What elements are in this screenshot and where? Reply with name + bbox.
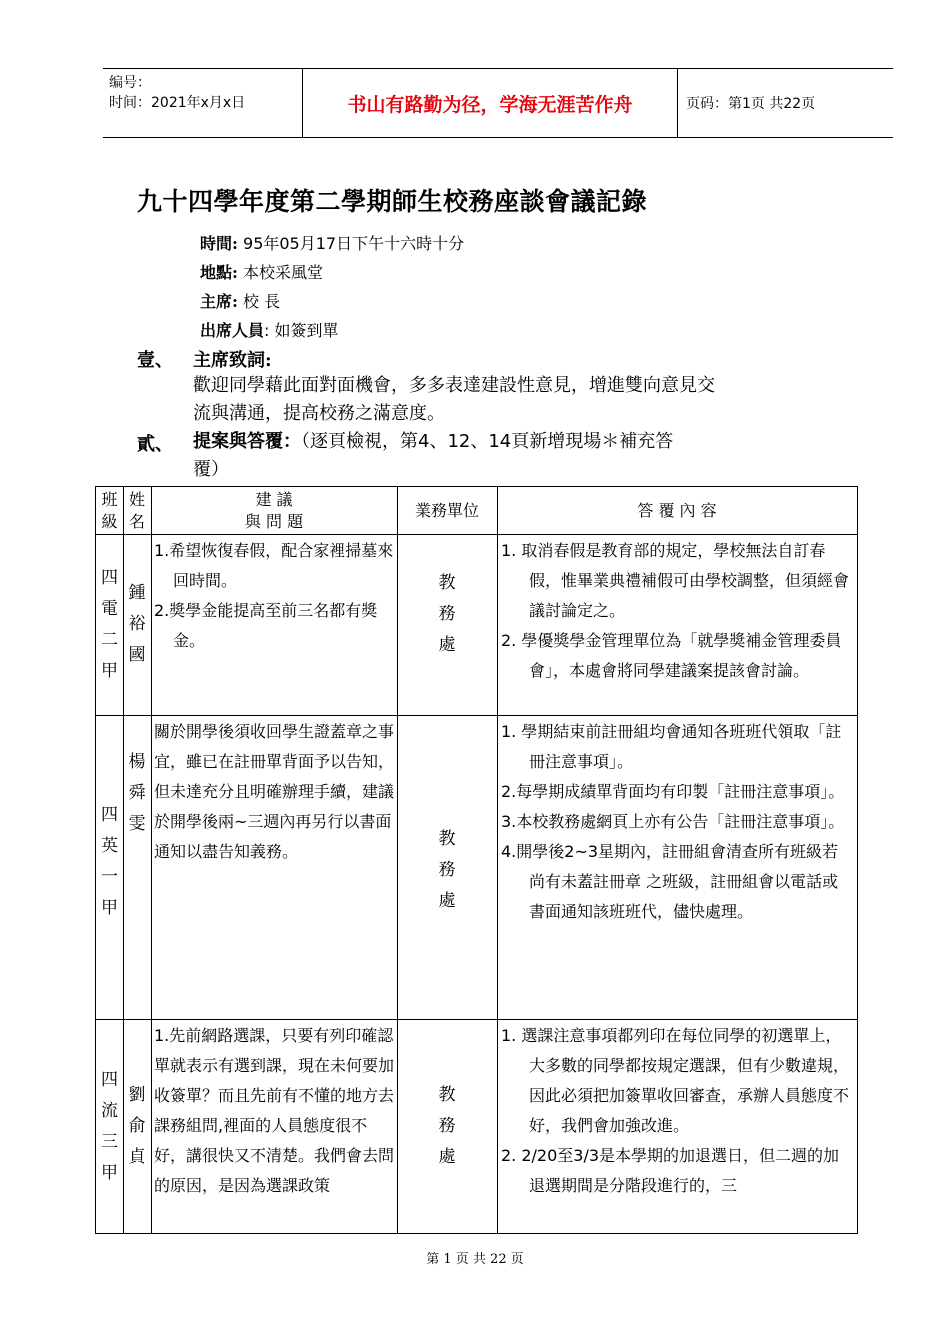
row3-suggestions: [151, 1019, 397, 1234]
meta-time: [200, 231, 464, 254]
row3-name: 劉 俞 貞: [128, 1085, 146, 1167]
row3-replies: [497, 1019, 857, 1234]
header-reply: 答 覆 內 容: [637, 500, 717, 520]
suggestion-item: 關於開學後須收回學生證蓋章之事宜，雖已在註冊單背面予以告知，但未達充分且明確辦理手續，建議於開學後兩~三週內再另行以書面通知以盡告知義務。: [154, 722, 395, 861]
section2-note1: （逐頁檢視，第4、12、14頁新增現場＊補充答: [301, 431, 674, 452]
header-name: 姓 名: [128, 489, 145, 531]
header-suggestion: 建 議 與 問 題: [244, 489, 304, 531]
header-time: 时间：2021年x月x日: [109, 95, 246, 111]
section2-heading: [193, 428, 853, 484]
section1-title: 主席致詞:: [193, 350, 272, 371]
meta-place-value: 本校采風堂: [243, 263, 324, 282]
meta-attend: [200, 318, 339, 341]
header-unit: 業務單位: [414, 500, 479, 520]
meta-attend-label: 出席人員: [200, 321, 265, 340]
section1-line2: 流與溝通，提高校務之滿意度。: [193, 403, 445, 424]
document-header: [103, 68, 893, 138]
reply-item: 1. 選課注意事項都列印在每位同學的初選單上，大多數的同學都按規定選課，但有少數違規，因此必須把加簽單收回審查，承辦人員態度不好，我們會加強改進。: [501, 1026, 850, 1135]
meta-chair: [200, 289, 280, 312]
row1-name: 鍾 裕 國: [128, 583, 146, 665]
reply-item: 4.開學後2~3星期內，註冊組會清查所有班級若尚有未蓋註冊章 之班級，註冊組會以電話或書面通知該班班代，儘快處理。: [501, 842, 839, 921]
meta-place-label: 地點:: [200, 263, 238, 282]
row2-suggestions: [151, 715, 397, 1019]
header-class: 班 級: [101, 489, 118, 531]
row1-unit: 教 務 處: [438, 572, 456, 655]
reply-item: 2. 學優獎學金管理單位為「就學獎補金管理委員會」，本處會將同學建議案提該會討論。: [501, 631, 842, 680]
meta-chair-value: 校 長: [243, 292, 281, 311]
meta-chair-label: 主席:: [200, 292, 238, 311]
page-title: 九十四學年度第二學期師生校務座談會議記錄: [137, 187, 648, 216]
section2-title: 提案與答覆：: [193, 431, 301, 452]
row3-class: 四 流 三 甲: [101, 1069, 118, 1183]
header-page: 页码：第1页 共22页: [686, 96, 816, 112]
suggestion-item: 1.希望恢復春假，配合家裡掃墓來回時間。: [154, 541, 394, 590]
reply-item: 2.每學期成績單背面均有印製「註冊注意事項」。: [501, 782, 845, 801]
reply-item: 1. 取消春假是教育部的規定，學校無法自訂春假，惟畢業典禮補假可由學校調整，但須經會議討論定之。: [501, 541, 850, 620]
row3-unit: 教 務 處: [438, 1085, 456, 1167]
suggestion-item: 2.獎學金能提高至前三名都有獎金。: [154, 601, 378, 650]
meta-attend-value: : 如簽到單: [264, 321, 339, 340]
reply-item: 1. 學期結束前註冊組均會通知各班班代領取「註冊注意事項」。: [501, 722, 842, 771]
section2-number: 貳、: [137, 434, 173, 455]
row1-class: 四 電 二 甲: [101, 567, 118, 681]
section1-line1: 歡迎同學藉此面對面機會，多多表達建設性意見，增進雙向意見交: [193, 375, 715, 396]
section1-number: 壹、: [137, 350, 173, 371]
row1-suggestions: [151, 534, 397, 715]
row2-replies: [497, 715, 857, 1019]
row1-replies: [497, 534, 857, 715]
reply-item: 3.本校教務處網頁上亦有公告「註冊注意事項」。: [501, 812, 845, 831]
row2-name: 楊 舜 雯: [128, 751, 146, 834]
section1-body: [193, 372, 853, 428]
meta-place: [200, 260, 323, 283]
reply-item: 2. 2/20至3/3是本學期的加退選日，但二週的加退選期間是分階段進行的，三: [501, 1146, 840, 1195]
header-info: [103, 69, 303, 137]
meta-time-value: 95年05月17日下午十六時十分: [243, 234, 465, 253]
row2-class: 四 英 一 甲: [101, 805, 118, 918]
row2-unit: 教 務 處: [438, 828, 456, 911]
page-footer: 第 1 页 共 22 页: [426, 1252, 524, 1267]
meta-time-label: 時間:: [200, 234, 238, 253]
header-motto: 书山有路勤为径，学海无涯苦作舟: [303, 69, 678, 137]
header-number: 编号：: [109, 75, 151, 91]
proposal-table: [95, 486, 858, 1234]
suggestion-item: 1.先前網路選課，只要有列印確認單就表示有選到課，現在未何要加收簽單？而且先前有不懂的地方去課務組問,裡面的人員態度很不好，講很快又不清楚。我們會去問的原因，是因為選課政策: [154, 1026, 395, 1195]
section2-note2: 覆）: [193, 459, 229, 480]
